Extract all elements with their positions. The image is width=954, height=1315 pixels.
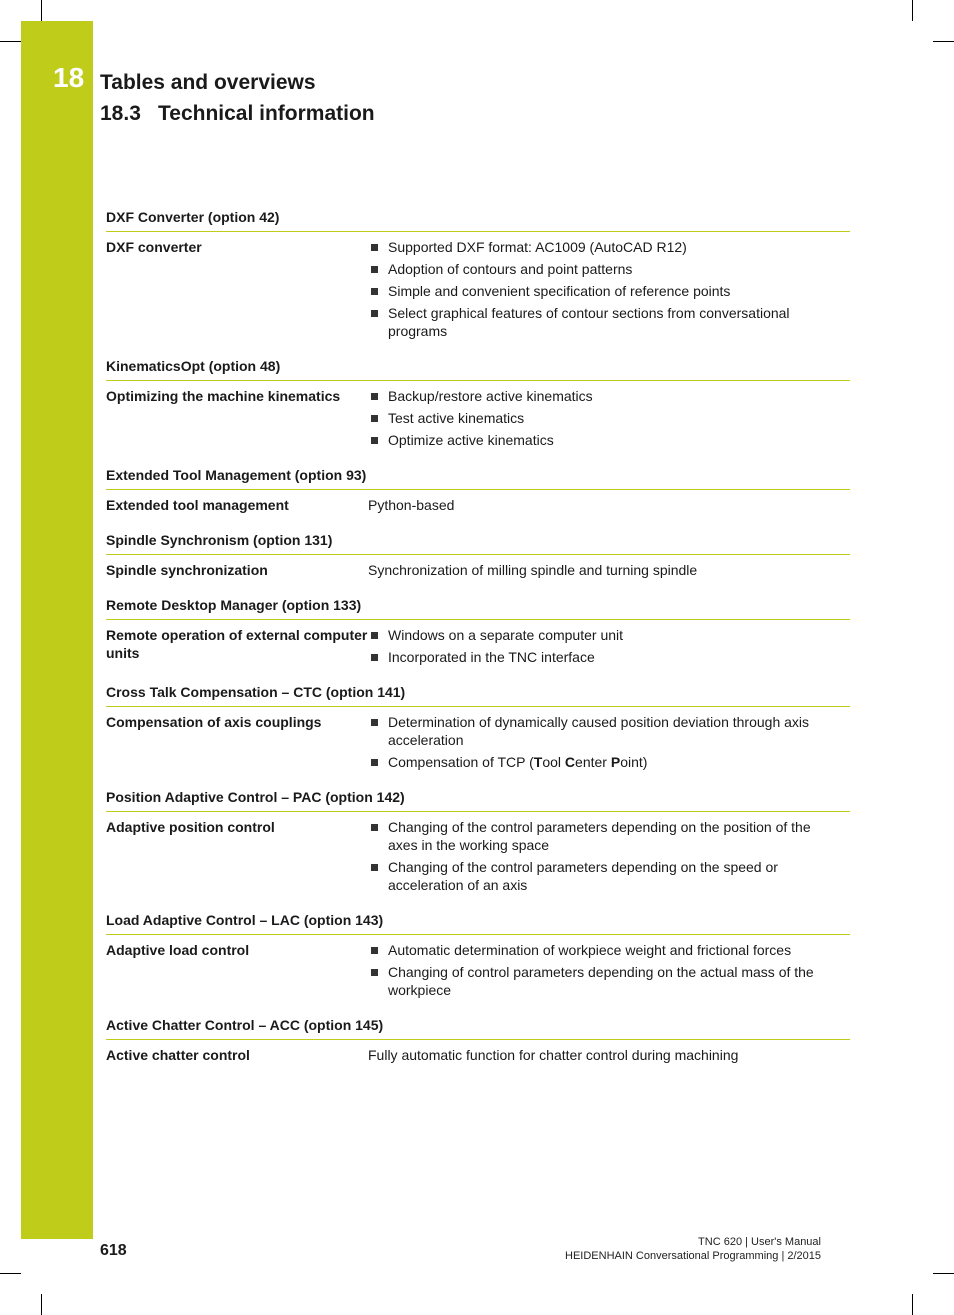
chapter-number: 18 xyxy=(53,62,85,93)
feature-description xyxy=(368,386,850,449)
feature-label: Adaptive load control xyxy=(106,942,250,958)
square-bullet-icon xyxy=(371,244,378,251)
square-bullet-icon xyxy=(371,266,378,273)
crop-mark xyxy=(0,41,21,42)
footer-line-1: TNC 620 | User's Manual xyxy=(698,1236,821,1248)
list-item-text: Changing of the control parameters depending on the position of the axes in the working space xyxy=(388,819,811,853)
table-row xyxy=(106,812,850,906)
list-item-text: Select graphical features of contour sections from conversational programs xyxy=(388,305,790,339)
section-title: Remote Desktop Manager (option 133) xyxy=(106,591,850,620)
feature-label: Adaptive position control xyxy=(106,819,275,835)
table-row xyxy=(106,1040,850,1076)
list-item-text: Backup/restore active kinematics xyxy=(388,388,593,404)
section-title: Position Adaptive Control – PAC (option 142) xyxy=(106,783,850,812)
list-item-text: Adoption of contours and point patterns xyxy=(388,261,633,277)
list-item-text: Windows on a separate computer unit xyxy=(388,627,624,643)
table-row xyxy=(106,935,850,1011)
option-section xyxy=(106,461,850,526)
list-item-text: Changing of control parameters depending on the actual mass of the workpiece xyxy=(388,964,814,998)
list-item-text: Incorporated in the TNC interface xyxy=(388,649,595,665)
crop-mark xyxy=(912,1294,913,1315)
list-item xyxy=(368,941,850,959)
list-item-text: Test active kinematics xyxy=(388,410,525,426)
list-item-text: Changing of the control parameters depending on the speed or acceleration of an axis xyxy=(388,859,778,893)
crop-mark xyxy=(41,1294,42,1315)
feature-description xyxy=(368,712,850,771)
section-number: 18.3 xyxy=(100,102,141,125)
crop-mark xyxy=(0,1273,21,1274)
page-number: 618 xyxy=(100,1242,127,1259)
square-bullet-icon xyxy=(371,654,378,661)
option-section xyxy=(106,783,850,906)
list-item xyxy=(368,818,850,854)
square-bullet-icon xyxy=(371,969,378,976)
feature-description xyxy=(368,940,850,999)
option-section xyxy=(106,1011,850,1076)
section-title: KinematicsOpt (option 48) xyxy=(106,352,850,381)
section-title: Load Adaptive Control – LAC (option 143) xyxy=(106,906,850,935)
list-item xyxy=(368,282,850,300)
table-row xyxy=(106,620,850,678)
feature-label: Active chatter control xyxy=(106,1047,250,1063)
crop-mark xyxy=(41,0,42,21)
feature-description xyxy=(368,817,850,894)
section-title: Spindle Synchronism (option 131) xyxy=(106,526,850,555)
table-row xyxy=(106,381,850,461)
square-bullet-icon xyxy=(371,864,378,871)
square-bullet-icon xyxy=(371,310,378,317)
crop-mark xyxy=(933,1273,954,1274)
table-row xyxy=(106,232,850,352)
square-bullet-icon xyxy=(371,437,378,444)
option-section xyxy=(106,526,850,591)
list-item xyxy=(368,409,850,427)
footer-line-2: HEIDENHAIN Conversational Programming | 2/2015 xyxy=(565,1250,821,1262)
list-item-text: Supported DXF format: AC1009 (AutoCAD R12) xyxy=(388,239,687,255)
feature-description xyxy=(368,625,850,666)
option-section xyxy=(106,906,850,1011)
crop-mark xyxy=(912,0,913,21)
list-item xyxy=(368,626,850,644)
feature-label: Optimizing the machine kinematics xyxy=(106,388,341,404)
square-bullet-icon xyxy=(371,824,378,831)
feature-label: Spindle synchronization xyxy=(106,562,268,578)
chapter-title: Tables and overviews xyxy=(100,71,316,94)
option-section xyxy=(106,203,850,352)
option-section xyxy=(106,352,850,461)
feature-description: Synchronization of milling spindle and turning spindle xyxy=(368,562,698,578)
list-item xyxy=(368,260,850,278)
feature-description: Fully automatic function for chatter control during machining xyxy=(368,1047,739,1063)
option-section xyxy=(106,591,850,678)
square-bullet-icon xyxy=(371,415,378,422)
feature-description xyxy=(368,237,850,340)
section-heading xyxy=(100,102,375,126)
square-bullet-icon xyxy=(371,719,378,726)
square-bullet-icon xyxy=(371,947,378,954)
list-item-text: Compensation of TCP (Tool Center Point) xyxy=(388,754,648,770)
list-item xyxy=(368,858,850,894)
square-bullet-icon xyxy=(371,759,378,766)
table-row xyxy=(106,490,850,526)
feature-label: Remote operation of external computer units xyxy=(106,627,368,661)
list-item xyxy=(368,238,850,256)
section-title: Active Chatter Control – ACC (option 145) xyxy=(106,1011,850,1040)
crop-mark xyxy=(933,41,954,42)
technical-info-table xyxy=(106,203,850,1076)
feature-label: Compensation of axis couplings xyxy=(106,714,322,730)
list-item-text: Simple and convenient specification of reference points xyxy=(388,283,731,299)
list-item xyxy=(368,648,850,666)
list-item xyxy=(368,387,850,405)
square-bullet-icon xyxy=(371,288,378,295)
list-item-text: Optimize active kinematics xyxy=(388,432,554,448)
square-bullet-icon xyxy=(371,632,378,639)
table-row xyxy=(106,707,850,783)
section-title: Cross Talk Compensation – CTC (option 141) xyxy=(106,678,850,707)
list-item xyxy=(368,431,850,449)
footer-info xyxy=(565,1235,821,1263)
table-row xyxy=(106,555,850,591)
list-item xyxy=(368,304,850,340)
square-bullet-icon xyxy=(371,393,378,400)
section-title: Extended Tool Management (option 93) xyxy=(106,461,850,490)
list-item xyxy=(368,753,850,771)
section-title: DXF Converter (option 42) xyxy=(106,203,850,232)
list-item xyxy=(368,963,850,999)
feature-label: Extended tool management xyxy=(106,497,289,513)
option-section xyxy=(106,678,850,783)
feature-label: DXF converter xyxy=(106,239,202,255)
list-item xyxy=(368,713,850,749)
chapter-sidebar xyxy=(21,21,93,1239)
list-item-text: Automatic determination of workpiece weight and frictional forces xyxy=(388,942,792,958)
feature-description: Python-based xyxy=(368,497,455,513)
section-title: Technical information xyxy=(158,102,375,125)
list-item-text: Determination of dynamically caused position deviation through axis acceleration xyxy=(388,714,810,748)
